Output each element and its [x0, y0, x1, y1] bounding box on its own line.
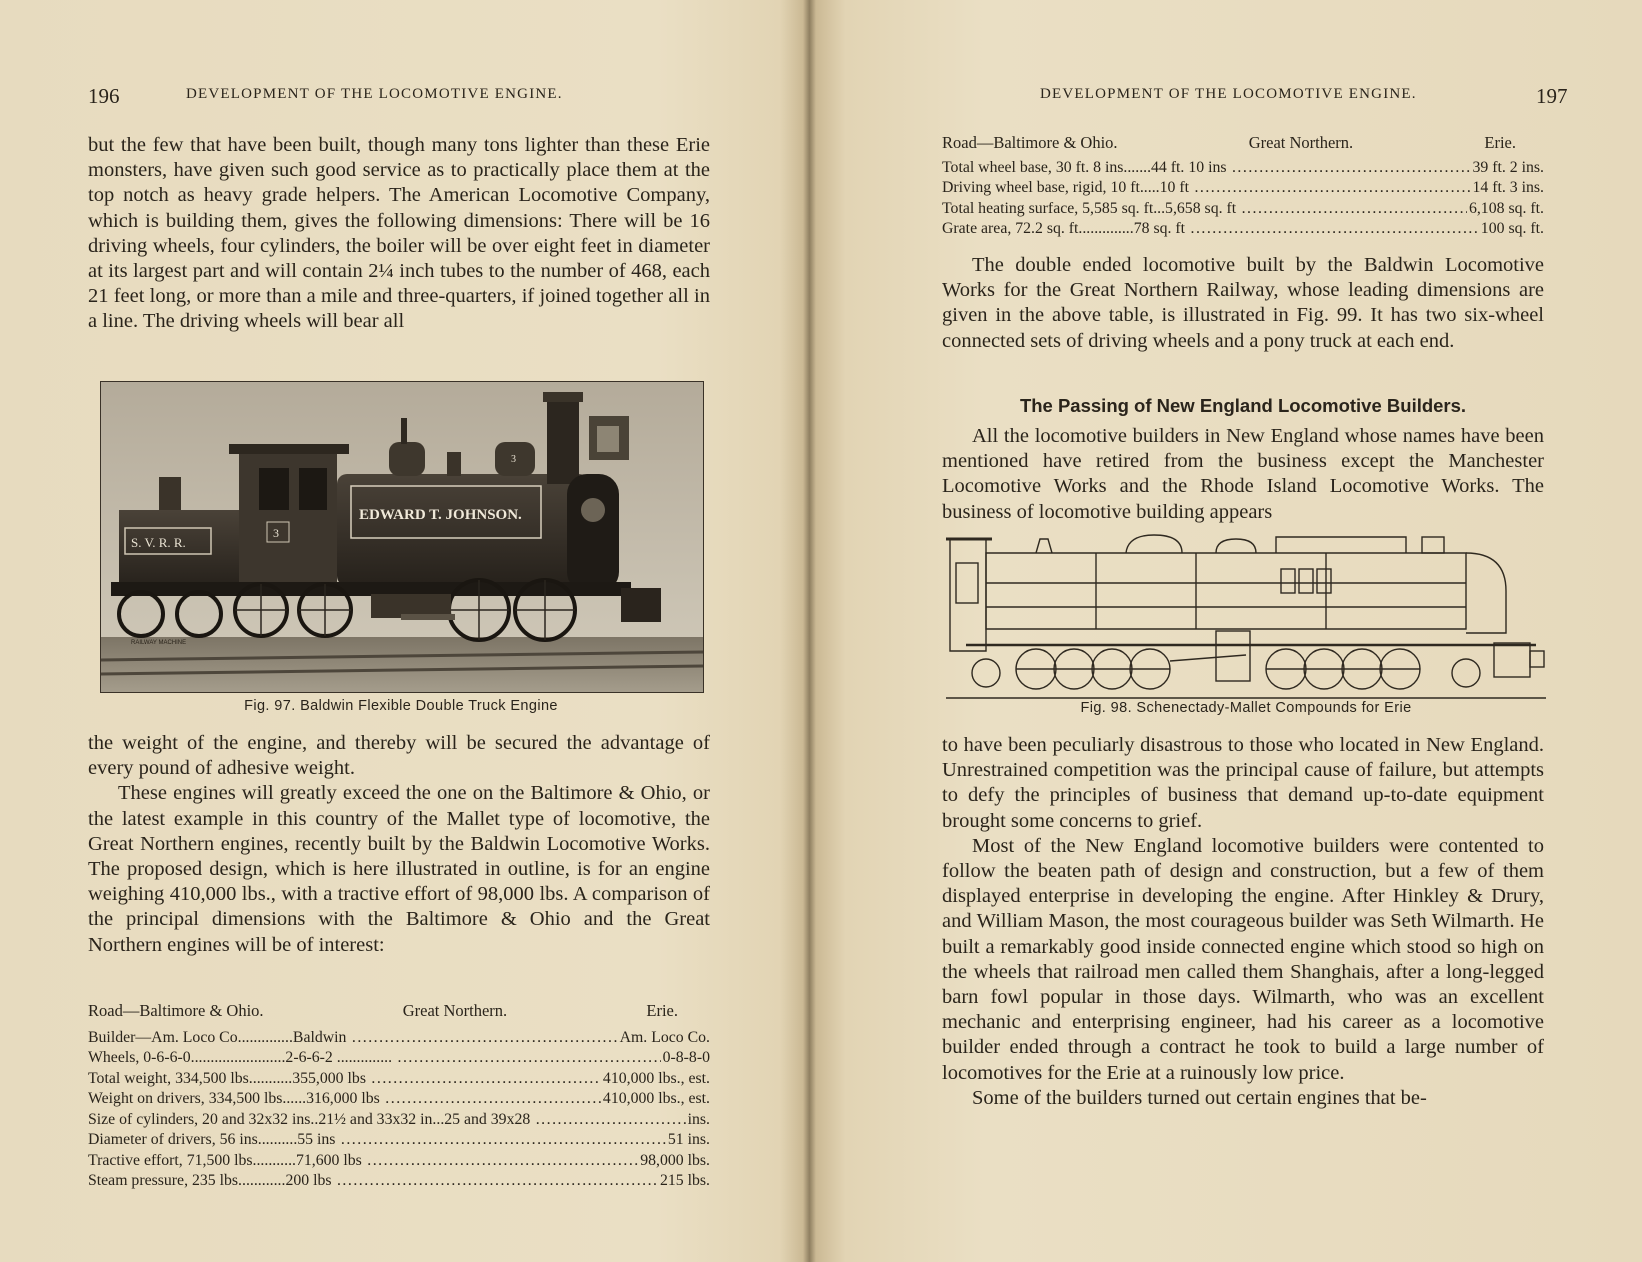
table-header: Road—Baltimore & Ohio. Great Northern. Erie. [88, 1001, 678, 1020]
boiler-tank [337, 474, 589, 586]
dome-number: 3 [511, 454, 516, 465]
paragraph-3-right: to have been peculiarly disastrous to those who located in New England. Unrestrained competition was the principal cause of failure, but attempts to defy the principles of business that demand up-to-date equipment brought some concerns to grief. Most of the New England locomotive builders were contented to follow the beaten path of design and construction, but a few of them displayed enterprise in developing the engine. After Hinkley & Drury, and William Mason, the most courageous builder was Seth Wilmarth. He built a remarkably good inside connected engine which stood so high on the wheels that railroad men called them Shanghais, after a long-legged barn fowl popular in those days. Wilmarth, who was an excellent mechanic and enterprising engineer, had his career as a locomotive builder ended through a contract he took to build a large number of locomotives for the Erie at a ruinously low price. Some of the builders turned out certain engines that be- [942, 734, 1544, 1109]
table-row: Total heating surface, 5,585 sq. ft...5,658 sq. ft ..... 6,108 sq. ft. [942, 199, 1544, 220]
paragraph-2-left: the weight of the engine, and thereby will be secured the advantage of every pound of adhesive weight. These engines will greatly exceed the one on the Baltimore & Ohio, or the latest example in this country of the Mallet type of locomotive, the Great Northern engines, recently built by the Baldwin Locomotive Works. The proposed design, which is here illustrated in outline, is for an engine weighing 410,000 lbs., with a tractive effort of 98,000 lbs. A comparison of the principal dimensions with the Baltimore & Ohio and the Great Northern engines will be of interest: [88, 732, 710, 956]
comparison-table-right [942, 133, 1544, 240]
figure-97-caption: Fig. 97. Baldwin Flexible Double Truck Engine [244, 698, 558, 714]
table-row: Driving wheel base, rigid, 10 ft.....10 ft ..... 14 ft. 3 ins. [942, 178, 1544, 199]
table-row: Total weight, 334,500 lbs...........355,000 lbs ..... 410,000 lbs., est. [88, 1069, 710, 1090]
svg-text:RAILWAY MACHINE: RAILWAY MACHINE [131, 640, 187, 646]
table-row: Steam pressure, 235 lbs............200 lbs ..... 215 lbs. [88, 1171, 710, 1192]
page-number-right: 197 [1536, 84, 1568, 108]
mallet-outline-drawing [946, 533, 1546, 705]
right-page [822, 0, 1642, 1262]
table-row: Tractive effort, 71,500 lbs...........71,600 lbs ..... 98,000 lbs. [88, 1151, 710, 1172]
table-row: Size of cylinders, 20 and 32x32 ins..21½ and 33x32 in...25 and 39x28 ..... ins. [88, 1110, 710, 1131]
tender-lettering: S. V. R. R. [131, 535, 186, 550]
locomotive-photo [101, 382, 703, 692]
table-row: Wheels, 0-6-6-0........................2-6-6-2 .............. ..... 0-8-8-0 [88, 1048, 710, 1069]
table-row: Grate area, 72.2 sq. ft..............78 sq. ft ..... 100 sq. ft. [942, 219, 1544, 240]
steam-dome [389, 442, 425, 476]
name-panel: EDWARD T. JOHNSON. [359, 507, 522, 523]
paragraph-1-right: The double ended locomotive built by the Baldwin Locomotive Works for the Great Northern Railway, whose leading dimensions are given in the above table, is illustrated in Fig. 99. It has two six-wheel connected sets of driving wheels and a pony truck at each end. [942, 254, 1544, 352]
running-head-left: DEVELOPMENT OF THE LOCOMOTIVE ENGINE. [186, 86, 563, 102]
table-header: Road—Baltimore & Ohio. Great Northern. Erie. [942, 133, 1516, 152]
figure-97-photo [100, 381, 704, 693]
table-row: Diameter of drivers, 56 ins..........55 ins ..... 51 ins. [88, 1130, 710, 1151]
table-row: Builder—Am. Loco Co..............Baldwin ..... Am. Loco Co. [88, 1028, 710, 1049]
comparison-table-left [88, 1001, 710, 1192]
page-number-left: 196 [88, 84, 120, 108]
paragraph-1-left: but the few that have been built, though many tons lighter than these Erie monsters, have given such good service as to practically place them at the top notch as heavy grade helpers. The American Locomotive Company, which is building them, gives the following dimensions: There will be 16 driving wheels, four cylinders, the boiler will be over eight feet in diameter at its largest part and will contain 2¼ inch tubes to the number of 468, each 21 feet long, or more than a mile and three-quarters, if joined together all in a line. The driving wheels will bear all [88, 134, 710, 333]
table-row: Weight on drivers, 334,500 lbs......316,000 lbs ..... 410,000 lbs., est. [88, 1089, 710, 1110]
paragraph-2-right: All the locomotive builders in New England whose names have been mentioned have retired from the business except the Manchester Locomotive Works and the Rhode Island Locomotive Works. The business of locomotive building appears [942, 425, 1544, 523]
running-head-right: DEVELOPMENT OF THE LOCOMOTIVE ENGINE. [1040, 86, 1417, 102]
left-page [0, 0, 820, 1262]
smokestack [547, 396, 579, 484]
figure-98-drawing [946, 533, 1546, 705]
cab-number: 3 [273, 526, 279, 540]
figure-98-caption: Fig. 98. Schenectady-Mallet Compounds for Erie [1080, 700, 1412, 716]
table-row: Total wheel base, 30 ft. 8 ins.......44 ft. 10 ins ..... 39 ft. 2 ins. [942, 158, 1544, 179]
section-title: The Passing of New England Locomotive Builders. [1019, 395, 1467, 416]
